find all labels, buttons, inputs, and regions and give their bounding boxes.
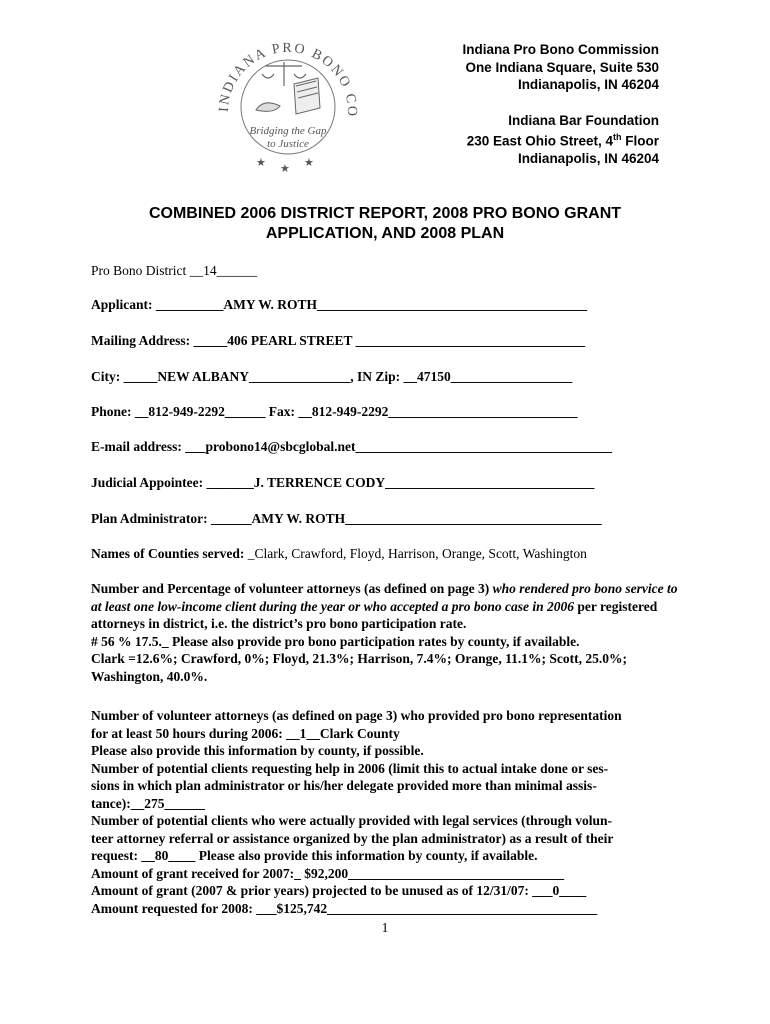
seal-ring-text: INDIANA PRO BONO CO bbox=[216, 40, 360, 118]
address-line: One Indiana Square, Suite 530 bbox=[465, 59, 659, 75]
stat-line: Amount requested for 2008: ___$125,742________________________________________ bbox=[91, 900, 598, 916]
stat-line: Amount of grant received for 2007:_ $92,200________________________________ bbox=[91, 865, 565, 881]
stat-line: Amount of grant (2007 & prior years) projected to be unused as of 12/31/07: ___0____ bbox=[91, 883, 587, 898]
stat-line: for at least 50 hours during 2006: __1__Clark County bbox=[91, 725, 400, 741]
stat-line: tance):__275______ bbox=[91, 795, 205, 811]
mailing-address-field: Mailing Address: _____406 PEARL STREET __________________________________ bbox=[91, 333, 586, 348]
page-number: 1 bbox=[381, 920, 389, 935]
seal-motto-1: Bridging the Gap bbox=[249, 125, 327, 137]
city-zip-field: City: _____NEW ALBANY_______________, IN Zip: __47150__________________ bbox=[91, 369, 573, 384]
address-line: Indiana Pro Bono Commission bbox=[462, 42, 659, 57]
stat-line: Number of potential clients requesting help in 2006 (limit this to actual intake done or ses- bbox=[91, 760, 609, 776]
stat-line: Number of potential clients who were actually provided with legal services (through volun- bbox=[91, 813, 612, 828]
stat-line: Please also provide this information by county, if possible. bbox=[91, 743, 424, 758]
counties-field: Names of Counties served: _Clark, Crawford, Floyd, Harrison, Orange, Scott, Washington bbox=[91, 546, 587, 561]
seal-motto-2: to Justice bbox=[267, 138, 309, 150]
address-block bbox=[462, 41, 659, 168]
stat-line: teer attorney referral or assistance organized by the plan administrator) as a result of their bbox=[91, 830, 614, 846]
volunteer-percentage-paragraph: Number and Percentage of volunteer attorneys (as defined on page 3) who rendered pro bono service to at least one low-income client during the year or who accepted a pro bono case in 2006 per registered attorneys in district, i.e. the district’s pro bono participation rate. # 56 % 17.5._ Please also provide pro bono participation rates by county, if available. Clark =12.6%; Crawford, 0%; Floyd, 21.3%; Harrison, 7.4%; Orange, 11.1%; Scott, 25.0%; Washington, 40.0%. bbox=[91, 581, 678, 684]
document-title: COMBINED 2006 DISTRICT REPORT, 2008 PRO BONO GRANT APPLICATION, AND 2008 PLAN bbox=[148, 205, 622, 242]
district-field: Pro Bono District __14______ bbox=[91, 263, 258, 278]
address-line: Indianapolis, IN 46204 bbox=[517, 151, 659, 166]
stat-line: Number of volunteer attorneys (as defined on page 3) who provided pro bono representation bbox=[91, 708, 622, 723]
applicant-field: Applicant: __________AMY W. ROTH________________________________________ bbox=[91, 297, 588, 312]
stat-line: sions in which plan administrator or his/her delegate provided more than minimal assis- bbox=[91, 778, 597, 793]
plan-administrator-field: Plan Administrator: ______AMY W. ROTH______________________________________ bbox=[91, 511, 602, 526]
star-icon: ★ bbox=[256, 157, 266, 169]
stat-line: request: __80____ Please also provide this information by county, if available. bbox=[91, 848, 538, 863]
star-icon: ★ bbox=[304, 157, 314, 169]
statistics-section bbox=[91, 707, 711, 917]
star-icon: ★ bbox=[280, 163, 290, 175]
phone-fax-field: Phone: __812-949-2292______ Fax: __812-949-2292____________________________ bbox=[91, 404, 578, 419]
email-field: E-mail address: ___probono14@sbcglobal.net______________________________________ bbox=[91, 439, 612, 454]
address-line: Indianapolis, IN 46204 bbox=[517, 77, 659, 92]
address-line: 230 East Ohio Street, 4th Floor bbox=[466, 132, 659, 149]
address-line: Indiana Bar Foundation bbox=[508, 112, 659, 128]
commission-seal-logo bbox=[200, 14, 370, 179]
judicial-appointee-field: Judicial Appointee: _______J. TERRENCE CODY_______________________________ bbox=[91, 475, 595, 490]
